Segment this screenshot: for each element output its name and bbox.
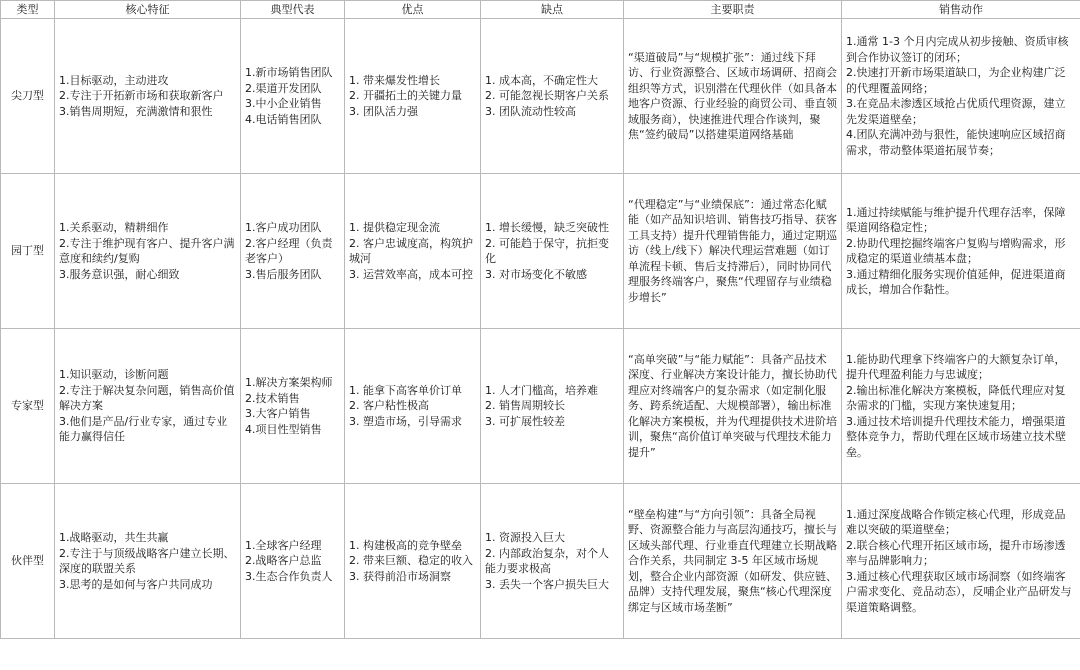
list-item: 1.知识驱动，诊断问题 xyxy=(59,368,169,382)
list-item: 3. 丢失一个客户损失巨大 xyxy=(485,577,609,591)
list-item: 3. 团队活力强 xyxy=(349,104,418,118)
representatives-cell xyxy=(241,484,345,639)
list-item: 2.专注于维护现有客户、提升客户满意度和续约/复购 xyxy=(59,236,235,265)
list-item: 1. 人才门槛高，培养难 xyxy=(485,383,598,397)
list-item: 2.输出标准化解决方案模板，降低代理应对复杂需求的门槛，实现方案快速复用； xyxy=(846,383,1066,413)
list-item: 3.销售周期短，充满激情和狠性 xyxy=(59,104,213,118)
list-item: 2.快速打开新市场渠道缺口，为企业构建广泛的代理覆盖网络； xyxy=(846,66,1066,95)
paragraph: “高单突破”与“能力赋能”：具备产品技术深度、行业解决方案设计能力，擅长协助代理应对终端客户的复杂需求（如定制化服务、跨系统适配、大规模部署），输出标准化解决方案模板，并为代理提供技术进阶培训，聚焦“高价值订单突破与代理技术能力提升” xyxy=(628,352,837,459)
list-item: 3. 可扩展性较差 xyxy=(485,414,565,428)
list-item: 3.他们是产品/行业专家，通过专业能力赢得信任 xyxy=(59,414,228,444)
pros-cell xyxy=(345,174,481,329)
list-item: 4.团队充满冲劲与狠性，能快速响应区域招商需求，带动整体渠道拓展节奏； xyxy=(846,128,1066,157)
cons-cell xyxy=(481,19,624,174)
type-cell: 伙伴型 xyxy=(1,484,55,639)
core-features-cell xyxy=(55,19,241,174)
list-item: 3.通过技术培训提升代理技术能力，增强渠道整体竞争力，帮助代理在区域市场建立技术壁垒。 xyxy=(846,414,1066,459)
table-row xyxy=(1,19,1080,174)
list-item: 2.联合核心代理开拓区域市场，提升市场渗透率与品牌影响力； xyxy=(846,538,1066,568)
list-item: 1. 构建极高的竞争壁垒 xyxy=(349,538,462,552)
list-item: 2.协助代理挖掘终端客户复购与增购需求，形成稳定的渠道业绩基本盘； xyxy=(846,236,1066,265)
representatives-cell xyxy=(241,19,345,174)
list-item: 1.关系驱动，精耕细作 xyxy=(59,221,169,234)
list-item: 3.大客户销售 xyxy=(245,407,311,420)
sales-actions-cell xyxy=(842,174,1080,329)
list-item: 2. 开疆拓土的关键力量 xyxy=(349,89,462,103)
list-item: 1.战略驱动，共生共赢 xyxy=(59,531,169,544)
sales-actions-cell xyxy=(842,484,1080,639)
header-pros: 优点 xyxy=(345,1,481,19)
list-item: 3.通过精细化服务实现价值延伸，促进渠道商成长，增加合作黏性。 xyxy=(846,267,1066,296)
list-item: 3.思考的是如何与客户共同成功 xyxy=(59,577,213,591)
list-item: 1. 成本高，不确定性大 xyxy=(485,73,598,87)
table-header-row xyxy=(1,1,1080,19)
list-item: 1. 带来爆发性增长 xyxy=(349,73,440,87)
representatives-cell xyxy=(241,329,345,484)
list-item: 1. 资源投入巨大 xyxy=(485,531,565,544)
duties-cell xyxy=(624,329,842,484)
list-item: 2.渠道开发团队 xyxy=(245,81,322,95)
list-item: 2. 客户粘性极高 xyxy=(349,399,429,413)
list-item: 3.在竞品未渗透区域抢占优质代理资源，建立先发渠道壁垒； xyxy=(846,97,1066,126)
list-item: 2.专注于开拓新市场和获取新客户 xyxy=(59,89,224,103)
list-item: 1. 能拿下高客单价订单 xyxy=(349,383,462,397)
table-row xyxy=(1,174,1080,329)
paragraph: “渠道破局”与“规模扩张”：通过线下拜访、行业资源整合、区域市场调研、招商会组织等方式，识别潜在代理伙伴（如具备本地客户资源、行业经验的商贸公司、垂直领域服务商），快速推进代理合作谈判，聚焦“签约破局”以搭建渠道网络基础 xyxy=(628,50,837,141)
header-sales-actions: 销售动作 xyxy=(842,1,1080,19)
sales-actions-cell xyxy=(842,19,1080,174)
pros-cell xyxy=(345,329,481,484)
duties-cell xyxy=(624,174,842,329)
type-cell: 尖刀型 xyxy=(1,19,55,174)
list-item: 3.生态合作负责人 xyxy=(245,569,333,583)
list-item: 3. 获得前沿市场洞察 xyxy=(349,569,451,583)
list-item: 4.项目性型销售 xyxy=(245,422,322,436)
list-item: 2. 销售周期较长 xyxy=(485,399,565,413)
list-item: 3.服务意识强，耐心细致 xyxy=(59,267,180,281)
sales-actions-cell xyxy=(842,329,1080,484)
list-item: 1.目标驱动，主动进攻 xyxy=(59,73,169,87)
list-item: 2.技术销售 xyxy=(245,391,300,405)
core-features-cell xyxy=(55,329,241,484)
duties-cell xyxy=(624,484,842,639)
list-item: 3.中小企业销售 xyxy=(245,97,322,110)
pros-cell xyxy=(345,484,481,639)
list-item: 3.售后服务团队 xyxy=(245,267,322,281)
list-item: 2.专注于与顶级战略客户建立长期、深度的联盟关系 xyxy=(59,546,235,575)
table-row xyxy=(1,484,1080,639)
header-duties: 主要职责 xyxy=(624,1,842,19)
list-item: 2. 带来巨额、稳定的收入 xyxy=(349,554,473,568)
list-item: 4.电话销售团队 xyxy=(245,112,322,126)
list-item: 3. 对市场变化不敏感 xyxy=(485,267,587,281)
cons-cell xyxy=(481,329,624,484)
header-core-features: 核心特征 xyxy=(55,1,241,19)
list-item: 2. 客户忠诚度高，构筑护城河 xyxy=(349,236,473,265)
list-item: 2.客户经理（负责老客户） xyxy=(245,236,333,265)
cons-cell xyxy=(481,484,624,639)
list-item: 1.通常 1-3 个月内完成从初步接触、资质审核到合作协议签订的闭环； xyxy=(846,35,1069,64)
core-features-cell xyxy=(55,484,241,639)
core-features-cell xyxy=(55,174,241,329)
table-row xyxy=(1,329,1080,484)
list-item: 3. 塑造市场，引导需求 xyxy=(349,414,462,428)
list-item: 2.专注于解决复杂问题，销售高价值解决方案 xyxy=(59,383,235,413)
list-item: 3.通过核心代理获取区域市场洞察（如终端客户需求变化、竞品动态），反哺企业产品研发与渠道策略调整。 xyxy=(846,569,1072,614)
list-item: 1.通过深度战略合作锁定核心代理，形成竞品难以突破的渠道壁垒； xyxy=(846,507,1066,537)
list-item: 1.解决方案架构师 xyxy=(245,376,333,389)
header-representatives: 典型代表 xyxy=(241,1,345,19)
list-item: 1.通过持续赋能与维护提升代理存活率，保障渠道网络稳定性； xyxy=(846,205,1066,234)
pros-cell xyxy=(345,19,481,174)
list-item: 2. 可能忽视长期客户关系 xyxy=(485,89,609,103)
paragraph: “壁垒构建”与“方向引领”：具备全局视野、资源整合能力与高层沟通技巧，擅长与区域头部代理、行业垂直代理建立长期战略合作关系，共同制定 3-5 年区域市场规划，整合企业内部资源（如研发、供应链、品牌）支持代理发展，聚焦“核心代理深度绑定与区域市场垄断” xyxy=(628,507,837,614)
paragraph: “代理稳定”与“业绩保底”：通过常态化赋能（如产品知识培训、销售技巧指导、获客工具支持）提升代理销售能力，通过定期巡访（线上/线下）解决代理运营难题（如订单流程卡顿、售后支持滞后），同时协同代理服务终端客户，聚焦“代理留存与业绩稳步增长” xyxy=(628,197,837,304)
list-item: 1.新市场销售团队 xyxy=(245,66,333,79)
list-item: 3. 团队流动性较高 xyxy=(485,104,576,118)
representatives-cell xyxy=(241,174,345,329)
list-item: 1.客户成功团队 xyxy=(245,221,322,234)
list-item: 1.全球客户经理 xyxy=(245,538,322,552)
type-cell: 专家型 xyxy=(1,329,55,484)
cons-cell xyxy=(481,174,624,329)
list-item: 1. 提供稳定现金流 xyxy=(349,221,440,234)
list-item: 2. 可能趋于保守，抗拒变化 xyxy=(485,236,609,265)
list-item: 1.能协助代理拿下终端客户的大额复杂订单，提升代理盈利能力与忠诚度； xyxy=(846,352,1066,382)
header-cons: 缺点 xyxy=(481,1,624,19)
list-item: 2.战略客户总监 xyxy=(245,554,322,568)
type-cell: 园丁型 xyxy=(1,174,55,329)
header-type: 类型 xyxy=(1,1,55,19)
list-item: 1. 增长缓慢，缺乏突破性 xyxy=(485,221,609,234)
list-item: 3. 运营效率高，成本可控 xyxy=(349,267,473,281)
list-item: 2. 内部政治复杂，对个人能力要求极高 xyxy=(485,546,609,575)
duties-cell xyxy=(624,19,842,174)
